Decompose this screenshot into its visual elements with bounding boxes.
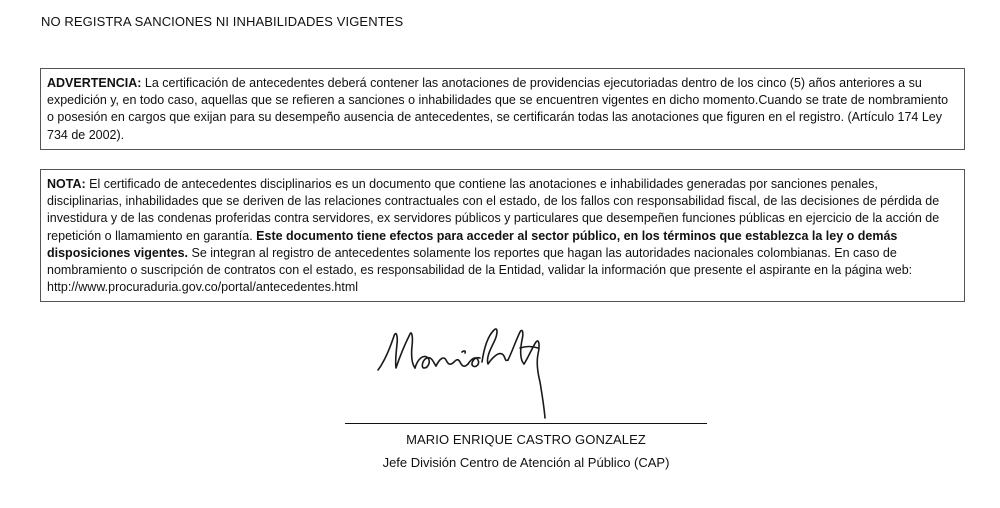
signer-title: Jefe División Centro de Atención al Público (CAP) <box>382 455 670 470</box>
sanctions-status-line: NO REGISTRA SANCIONES NI INHABILIDADES VIGENTES <box>41 14 404 29</box>
handwritten-signature <box>370 318 580 424</box>
advertencia-paragraph <box>47 75 956 144</box>
nota-paragraph <box>47 176 956 296</box>
nota-label: NOTA: <box>47 177 86 191</box>
nota-text-closing: Se integran al registro de antecedentes solamente los reportes que hagan las autoridades nacionales colombianas. En caso de nombramiento o suscripción de contratos con el estado, es responsabilidad de la Entidad, validar la información que presente el aspirante en la página web: http://www.procuraduria.gov.co/portal/antecedentes.html <box>47 245 913 295</box>
advertencia-label: ADVERTENCIA: <box>47 76 142 90</box>
signer-name: MARIO ENRIQUE CASTRO GONZALEZ <box>406 432 646 447</box>
advertencia-text: La certificación de antecedentes deberá contener las anotaciones de providencias ejecutoriadas dentro de los cinco (5) años anteriores a su expedición y, en todo caso, aquellas que se refieren a sanciones o inhabilidades que se encuentren vigentes en dicho momento.Cuando se trate de nombramiento o posesión en cargos que exijan para su desempeño ausencia de antecedentes, se certificarán todas las anotaciones que figuren en el registro. (Artículo 174 Ley 734 de 2002). <box>47 76 949 142</box>
nota-box <box>40 169 965 302</box>
advertencia-box <box>40 68 965 150</box>
signature-line <box>345 423 707 424</box>
nota-text-intro: El certificado de antecedentes disciplinarios es un documento que contiene las anotaciones e inhabilidades generadas por sanciones penales, disciplinarias, inhabilidades que se deriven de las relaciones contractuales con el estado, de los fallos con responsabilidad fiscal, de las decisiones de pérdida de investidura y de las condenas proferidas contra servidores, ex servidores públicos y particulares que desempeñen funciones públicas en ejercicio de la acción de repetición o llamamiento en garantía. <box>47 177 940 243</box>
nota-text-emphasis: Este documento tiene efectos para acceder al sector público, en los términos que establezca la ley o demás disposiciones vigentes. <box>47 228 898 260</box>
